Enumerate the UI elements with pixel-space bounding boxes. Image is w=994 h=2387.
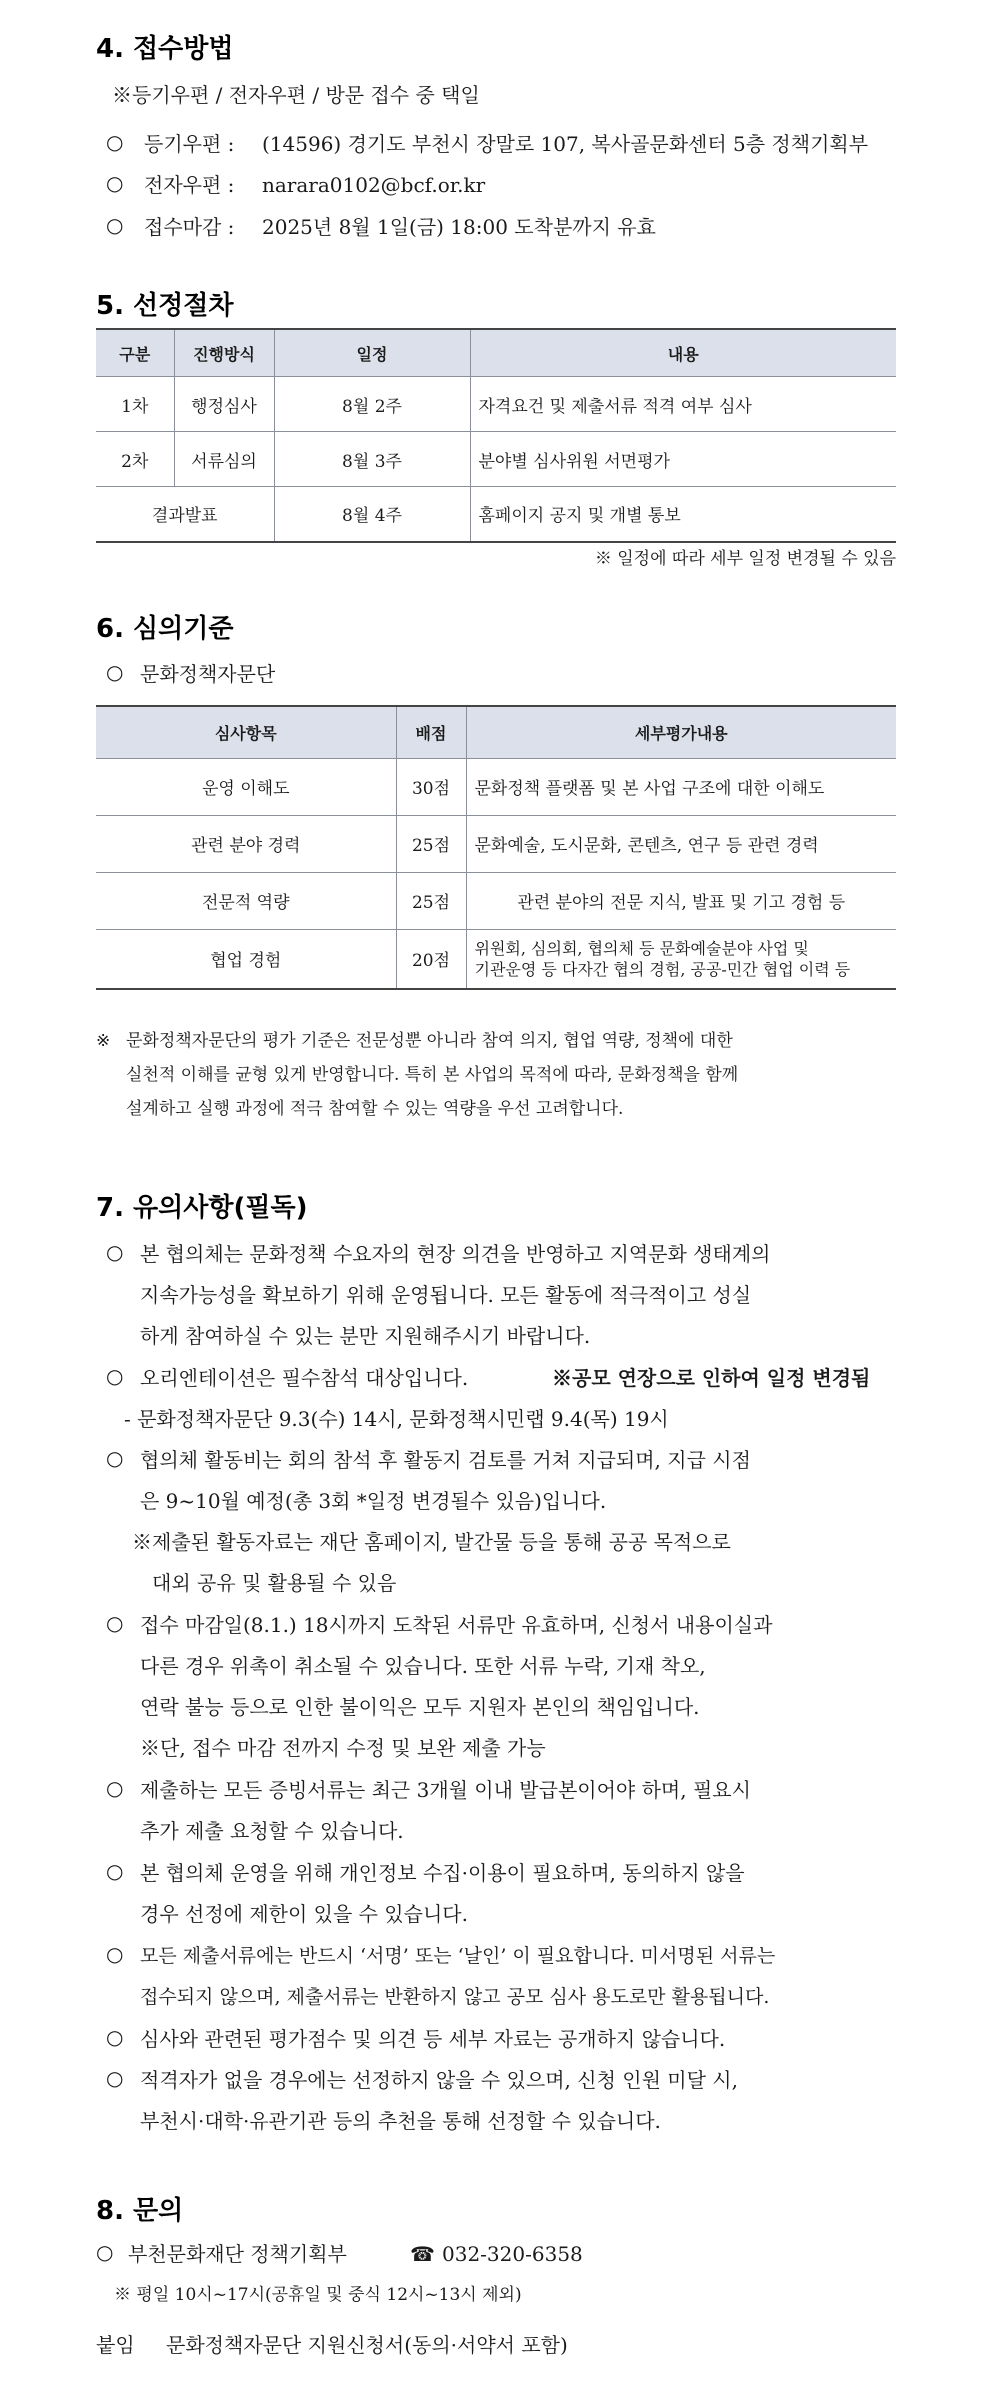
- criteria-table: [96, 705, 896, 990]
- table-header-row: [96, 706, 896, 758]
- bullet-icon: ○: [106, 1364, 124, 1388]
- content-cell: 분야별 심사위원 서면평가: [470, 432, 896, 487]
- criteria-score: 20점: [396, 929, 466, 989]
- table-row: [96, 872, 896, 929]
- table-row: [96, 815, 896, 872]
- notice-line: 오리엔테이션은 필수참석 대상입니다.: [140, 1366, 469, 1390]
- bullet-icon: ○: [106, 171, 124, 195]
- bullet-icon: ○: [106, 660, 124, 684]
- content-cell: 홈페이지 공지 및 개별 통보: [470, 487, 896, 542]
- orientation-schedule: - 문화정책자문단 9.3(수) 14시, 문화정책시민랩 9.4(목) 19시: [124, 1407, 669, 1431]
- col-header: 일정: [274, 329, 470, 377]
- notice-line: 연락 불능 등으로 인한 불이익은 모두 지원자 본인의 책임입니다.: [140, 1695, 700, 1719]
- criteria-item: 협업 경험: [96, 929, 396, 989]
- phone-icon: ☎: [410, 2242, 435, 2266]
- criteria-score: 30점: [396, 758, 466, 815]
- notice-line: 접수 마감일(8.1.) 18시까지 도착된 서류만 유효하며, 신청서 내용이실과: [140, 1613, 773, 1637]
- criteria-score: 25점: [396, 815, 466, 872]
- bullet-icon: ○: [106, 1446, 124, 1470]
- criteria-note-line: 실천적 이해를 균형 있게 반영합니다. 특히 본 사업의 목적에 따라, 문화정책을 함께: [126, 1065, 739, 1085]
- section-4-title: 4. 접수방법: [96, 34, 234, 64]
- notice-line: 하게 참여하실 수 있는 분만 지원해주시기 바랍니다.: [140, 1324, 591, 1348]
- attachment-label: 붙임: [96, 2333, 135, 2357]
- bullet-icon: ○: [106, 1942, 124, 1966]
- criteria-detail: 문화예술, 도시문화, 콘텐츠, 연구 등 관련 경력: [466, 815, 896, 872]
- step-cell: 1차: [96, 377, 174, 432]
- bullet-icon: ○: [106, 2025, 124, 2049]
- col-header: 심사항목: [96, 706, 396, 758]
- notice-line: 추가 제출 요청할 수 있습니다.: [140, 1819, 404, 1843]
- bullet-icon: ○: [96, 2240, 114, 2264]
- notice-line: 다른 경우 위촉이 취소될 수 있습니다. 또한 서류 누락, 기재 착오,: [140, 1654, 706, 1678]
- criteria-detail: 관련 분야의 전문 지식, 발표 및 기고 경험 등: [466, 872, 896, 929]
- schedule-cell: 8월 3주: [274, 432, 470, 487]
- criteria-item: 관련 분야 경력: [96, 815, 396, 872]
- notice-line: 접수되지 않으며, 제출서류는 반환하지 않고 공모 심사 용도로만 활용됩니다.: [140, 1986, 770, 2008]
- email-address[interactable]: narara0102@bcf.or.kr: [262, 173, 486, 197]
- notice-line: 지속가능성을 확보하기 위해 운영됩니다. 모든 활동에 적극적이고 성실: [140, 1283, 752, 1307]
- criteria-detail-line: 위원회, 심의회, 협의체 등 문화예술분야 사업 및: [474, 938, 809, 958]
- advisory-group-label: 문화정책자문단: [140, 662, 276, 686]
- criteria-note-line: 문화정책자문단의 평가 기준은 전문성뿐 아니라 참여 의지, 협업 역량, 정책에 대한: [126, 1031, 733, 1051]
- criteria-detail: 문화정책 플랫폼 및 본 사업 구조에 대한 이해도: [466, 758, 896, 815]
- table-row: [96, 432, 896, 487]
- selection-process-table: [96, 328, 896, 543]
- col-header: 구분: [96, 329, 174, 377]
- col-header: 세부평가내용: [466, 706, 896, 758]
- bullet-icon: ○: [106, 130, 124, 154]
- col-header: 배점: [396, 706, 466, 758]
- criteria-item: 운영 이해도: [96, 758, 396, 815]
- notice-subnote: ※제출된 활동자료는 재단 홈페이지, 발간물 등을 통해 공공 목적으로: [132, 1530, 731, 1554]
- notice-line: 경우 선정에 제한이 있을 수 있습니다.: [140, 1902, 468, 1926]
- notice-subnote: 대외 공유 및 활용될 수 있음: [152, 1571, 397, 1595]
- criteria-detail: [466, 929, 896, 989]
- section-7-title: 7. 유의사항(필독): [96, 1193, 308, 1223]
- criteria-note-mark: ※: [96, 1031, 111, 1051]
- bullet-icon: ○: [106, 1611, 124, 1635]
- method-cell: 행정심사: [174, 377, 274, 432]
- bullet-icon: ○: [106, 1776, 124, 1800]
- notice-line: 부천시·대학·유관기관 등의 추천을 통해 선정할 수 있습니다.: [140, 2109, 661, 2133]
- schedule-cell: 8월 4주: [274, 487, 470, 542]
- table-row: [96, 377, 896, 432]
- schedule-note: ※ 일정에 따라 세부 일정 변경될 수 있음: [594, 549, 896, 569]
- notice-line: 적격자가 없을 경우에는 선정하지 않을 수 있으며, 신청 인원 미달 시,: [140, 2068, 738, 2092]
- criteria-detail-line: 기관운영 등 다자간 협의 경험, 공공-민간 협업 이력 등: [474, 959, 851, 979]
- email-label: 전자우편 :: [144, 173, 235, 197]
- table-row: [96, 929, 896, 989]
- bullet-icon: ○: [106, 2066, 124, 2090]
- step-cell: 2차: [96, 432, 174, 487]
- submission-note: ※등기우편 / 전자우편 / 방문 접수 중 택일: [112, 83, 480, 107]
- bullet-icon: ○: [106, 1859, 124, 1883]
- content-cell: 자격요건 및 제출서류 적격 여부 심사: [470, 377, 896, 432]
- criteria-note-line: 설계하고 실행 과정에 적극 참여할 수 있는 역량을 우선 고려합니다.: [126, 1099, 624, 1119]
- criteria-score: 25점: [396, 872, 466, 929]
- notice-line: 모든 제출서류에는 반드시 ‘서명’ 또는 ‘날인’ 이 필요합니다. 미서명된 서류는: [140, 1945, 776, 1967]
- registered-mail-address: (14596) 경기도 부천시 장말로 107, 복사골문화센터 5층 정책기획부: [262, 132, 869, 156]
- bullet-icon: ○: [106, 213, 124, 237]
- notice-line: 은 9~10월 예정(총 3회 *일정 변경될수 있음)입니다.: [140, 1489, 607, 1513]
- notice-line: 제출하는 모든 증빙서류는 최근 3개월 이내 발급본이어야 하며, 필요시: [140, 1778, 751, 1802]
- attachment-name[interactable]: 문화정책자문단 지원신청서(동의·서약서 포함): [166, 2333, 568, 2357]
- notice-line: 본 협의체는 문화정책 수요자의 현장 의견을 반영하고 지역문화 생태계의: [140, 1242, 771, 1266]
- registered-mail-label: 등기우편 :: [144, 132, 235, 156]
- contact-hours: ※ 평일 10시~17시(공휴일 및 중식 12시~13시 제외): [114, 2285, 522, 2305]
- table-row: [96, 487, 896, 542]
- notice-line: 협의체 활동비는 회의 참석 후 활동지 검토를 거쳐 지급되며, 지급 시점: [140, 1448, 751, 1472]
- deadline-label: 접수마감 :: [144, 215, 235, 239]
- bullet-icon: ○: [106, 1240, 124, 1264]
- contact-phone[interactable]: 032-320-6358: [442, 2242, 583, 2266]
- method-cell: 서류심의: [174, 432, 274, 487]
- notice-line: 심사와 관련된 평가점수 및 의견 등 세부 자료는 공개하지 않습니다.: [140, 2027, 726, 2051]
- deadline-value: 2025년 8월 1일(금) 18:00 도착분까지 유효: [262, 215, 656, 239]
- schedule-cell: 8월 2주: [274, 377, 470, 432]
- section-6-title: 6. 심의기준: [96, 614, 234, 644]
- table-header-row: [96, 329, 896, 377]
- schedule-change-note: ※공모 연장으로 인하여 일정 변경됨: [552, 1366, 871, 1390]
- table-row: [96, 758, 896, 815]
- criteria-item: 전문적 역량: [96, 872, 396, 929]
- section-5-title: 5. 선정절차: [96, 291, 234, 321]
- section-8-title: 8. 문의: [96, 2196, 184, 2226]
- col-header: 진행방식: [174, 329, 274, 377]
- notice-line: 본 협의체 운영을 위해 개인정보 수집·이용이 필요하며, 동의하지 않을: [140, 1861, 745, 1885]
- merged-step-cell: 결과발표: [96, 487, 274, 542]
- notice-subnote: ※단, 접수 마감 전까지 수정 및 보완 제출 가능: [140, 1736, 546, 1760]
- contact-department: 부천문화재단 정책기획부: [128, 2242, 347, 2266]
- col-header: 내용: [470, 329, 896, 377]
